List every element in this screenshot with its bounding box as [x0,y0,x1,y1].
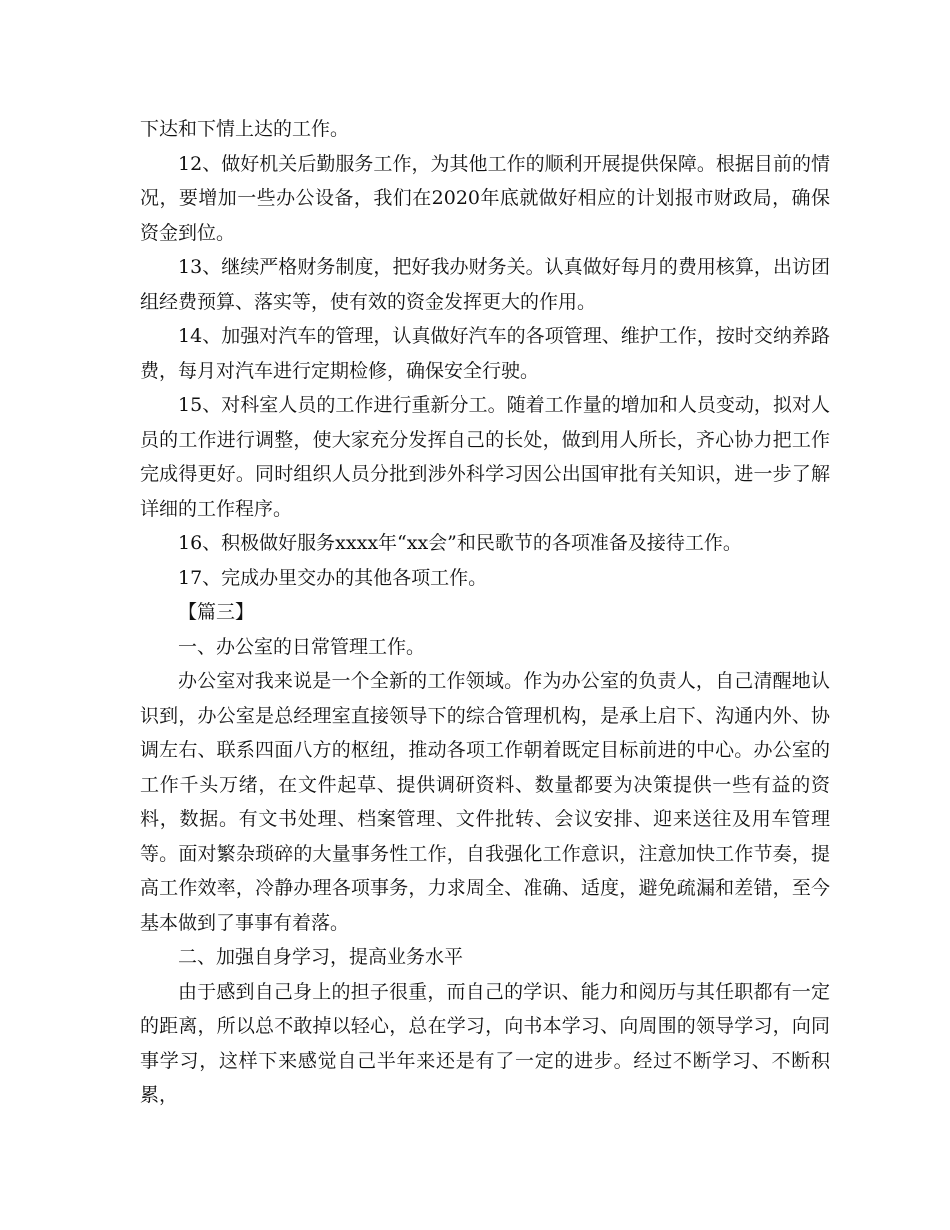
paragraph-item-17: 17、完成办里交办的其他各项工作。 [178,566,488,589]
paragraph-office-work: 办公室对我来说是一个全新的工作领域。作为办公室的负责人，自己清醒地认识到，办公室是总经理室直接领导下的综合管理机构，是承上启下、沟通内外、协调左右、联系四面八方的枢纽，推动各项工作朝着既定目标前进的中心。办公室的工作千头万绪，在文件起草、提供调研资料、数量都要为决策提供一些有益的资料，数据。有文书处理、档案管理、文件批转、会议安排、迎来送往及用车管理等。面对繁杂琐碎的大量事务性工作，自我强化工作意识，注意加快工作节奏，提高工作效率，冷静办理各项事务，力求周全、准确、适度，避免疏漏和差错，至今基本做到了事事有着落。 [140,670,830,934]
paragraph-item-12: 12、做好机关后勤服务工作，为其他工作的顺利开展提供保障。根据目前的情况，要增加一些办公设备，我们在2020年底就做好相应的计划报市财政局，确保资金到位。 [140,152,830,244]
section-heading-part-three: 【篇三】 [178,601,255,623]
paragraph-learning: 由于感到自己身上的担子很重，而自己的学识、能力和阅历与其任职都有一定的距离，所以总不敢掉以轻心，总在学习，向书本学习、向周围的领导学习，向同事学习，这样下来感觉自己半年来还是有了一定的进步。经过不断学习、不断积累， [140,980,830,1106]
subheading-self-study: 二、加强自身学习，提高业务水平 [178,946,464,968]
paragraph-item-16: 16、积极做好服务xxxx年“xx会”和民歌节的各项准备及接待工作。 [178,532,742,554]
paragraph-continuation: 下达和下情上达的工作。 [140,118,350,140]
paragraph-item-15: 15、对科室人员的工作进行重新分工。随着工作量的增加和人员变动，拟对人员的工作进行调整，使大家充分发挥自己的长处，做到用人所长，齐心协力把工作完成得更好。同时组织人员分批到涉外科学习因公出国审批有关知识，进一步了解详细的工作程序。 [140,394,830,520]
document-body [140,112,830,1113]
paragraph-item-14: 14、加强对汽车的管理，认真做好汽车的各项管理、维护工作，按时交纳养路费，每月对汽车进行定期检修，确保安全行驶。 [140,325,830,382]
paragraph-item-13: 13、继续严格财务制度，把好我办财务关。认真做好每月的费用核算，出访团组经费预算、落实等，使有效的资金发挥更大的作用。 [140,256,830,313]
subheading-daily-management: 一、办公室的日常管理工作。 [178,635,426,658]
